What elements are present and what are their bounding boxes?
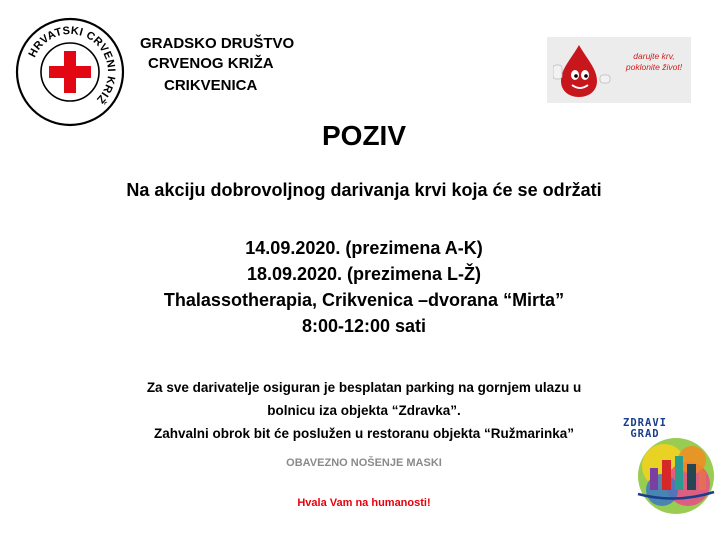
event-time: 8:00-12:00 sati bbox=[301, 316, 427, 336]
banner-slogan bbox=[619, 51, 689, 73]
event-date-2: 18.09.2020. (prezimena L-Ž) bbox=[246, 264, 482, 284]
notice-line-2: bolnicu iza objekta “Zdravka”. bbox=[267, 403, 461, 418]
logo-ring-text: HRVATSKI CRVENI KRIŽ bbox=[26, 24, 118, 106]
event-location: Thalassotherapia, Crikvenica –dvorana “Mirta” bbox=[163, 290, 565, 310]
intro-text: Na akciju dobrovoljnog darivanja krvi koja će se održati bbox=[126, 180, 602, 200]
thanks-text: Hvala Vam na humanosti! bbox=[297, 497, 431, 509]
red-cross-horizontal bbox=[49, 66, 91, 78]
notice-line-3: Zahvalni obrok bit će poslužen u restoranu objekta “Ružmarinka” bbox=[153, 426, 575, 441]
healthy-city-line-1: ZDRAVI bbox=[623, 417, 667, 429]
organization-line-1: GRADSKO DRUŠTVO bbox=[140, 35, 295, 52]
banner-slogan-line-2: poklonite život! bbox=[625, 62, 683, 72]
notice-line-1: Za sve darivatelje osiguran je besplatan parking na gornjem ulazu u bbox=[146, 380, 582, 395]
red-cross-seal-icon bbox=[14, 16, 126, 128]
banner-slogan-line-1: darujte krv, bbox=[633, 51, 675, 61]
event-date-1: 14.09.2020. (prezimena A-K) bbox=[245, 238, 483, 258]
red-cross-logo bbox=[14, 16, 126, 128]
page-title: POZIV bbox=[321, 120, 406, 151]
organization-line-2: CRVENOG KRIŽA bbox=[148, 55, 274, 72]
healthy-city-line-2: GRAD bbox=[630, 428, 660, 440]
masks-notice: OBAVEZNO NOŠENJE MASKI bbox=[286, 457, 442, 469]
blood-donation-banner bbox=[547, 37, 691, 103]
blood-drop-mascot-icon bbox=[553, 41, 617, 101]
organization-line-3: CRIKVENICA bbox=[164, 77, 258, 94]
organization-name bbox=[140, 35, 340, 97]
healthy-city-emblem-icon bbox=[628, 430, 720, 516]
healthy-city-logo bbox=[620, 418, 720, 518]
